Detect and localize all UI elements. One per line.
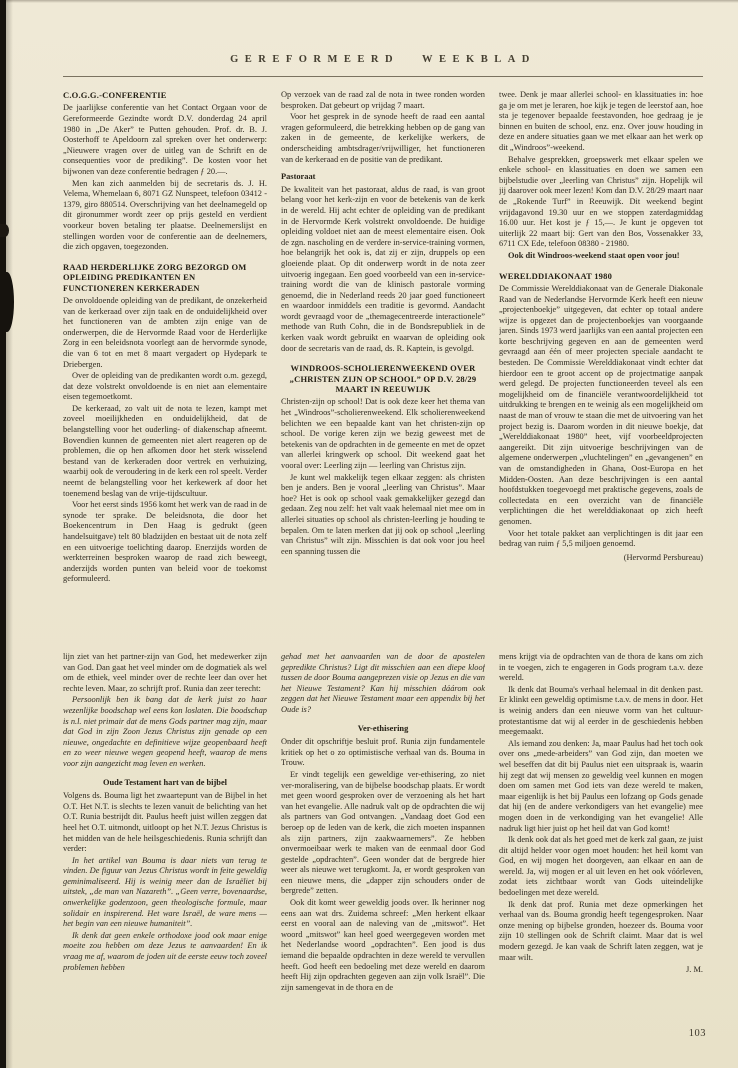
section-subheading: Pastoraat: [281, 172, 316, 182]
article-heading: WERELDDIAKONAAT 1980: [499, 270, 613, 281]
masthead-rule: [63, 76, 703, 77]
top-column-2: [281, 90, 485, 642]
top-section: [63, 90, 703, 642]
paragraph: Christen-zijn op school! Dat is ook deze keer het thema van het „Windroos”-scholierenweekend. Elk scholierenweekend belichten we een bepaalde kant van het christen-zijn op school. De vorige keren zijn we bezig geweest met de betekenis van de opdrachten in de gemeente en met de opzet van allerlei kringwerk op school. Dit weekend gaat het vooral over: Leerling zijn — leerling van Christus zijn.: [281, 397, 485, 471]
paragraph: De jaarlijkse conferentie van het Contact Orgaan voor de Gereformeerde Gezindte wordt D.V. donderdag 24 april 1980 in „De Aker” te Putten gehouden. Prof. dr. B. J. Oosterhoff te Apeldoorn zal spreken over het onderwerp: „Nieuwere vragen over de uitleg van de Schrift en de consequenties voor de prediking”. De kosten voor het bijwonen van deze conferentie bedragen ƒ 20.—.: [63, 103, 267, 176]
paragraph: Ook dit komt weer geweldig joods over. Ik herinner nog eens aan wat drs. Zuidema schreef: „Men herkent elkaar eerst en vooral aan de naleving van de „mitswot”. Het woord „mitswot” kan heel goed weergegeven worden met het Nederlandse woord „opdrachten”. Een jood is dus iemand die bepaalde opdrachten in deze wereld te vervullen heeft. God heeft een bedoeling met deze wereld en daarom heeft Hij zijn opdrachten gegeven aan zijn volk Israël”. Die zijn samengevat in de thora en de: [281, 898, 485, 992]
paragraph: Ik denk dat geen enkele orthodoxe jood ook maar enige moeite zou hebben om deze Jezus te aanvaarden! En ik vraag me af, waarom de joden uit de eerste eeuw toch zoveel problemen hebben: [63, 930, 267, 972]
paragraph: Je kunt wel makkelijk tegen elkaar zeggen: als christen ben je anders. Ben je vooral „leerling van Christus”. Maar hoe? Het is ook op school vaak gemakkelijker gezegd dan gedaan. Zeg nou zelf: het valt vaak helemaal niet mee om in allerlei situaties op school als christen-leerling je houding te bepalen. Om te laten merken dat jij ook op school „leerling van Christus” wilt zijn. Misschien is dat ook voor jou heel een spanning tussen die: [281, 472, 485, 556]
paragraph: Behalve gesprekken, groepswerk met elkaar spelen we enkele school- en klassituaties en doen we samen een bijbelstudie over „leerling van Christus” zijn. Hopelijk wil jij daarover ook meer lezen! Kom dan D.V. 28/29 maart naar de „Rokende Turf” in Reeuwijk. Dit weekend begint vrijdagavond 19.30 uur en we stoppen zaterdagmiddag 16.00 uur. Het kost je ƒ 15,—. Je kunt je opgeven tot uiterlijk 22 maart bij: Gert van den Bos, Vossenakker 33, 6711 CX Ede, telefoon 08380 - 21980.: [499, 154, 703, 249]
bottom-column-2: [281, 652, 485, 1020]
paragraph: gehad met het aanvaarden van de door de apostelen gepredikte Christus? Ligt dit misschien aan een diepe kloof tussen de door Bouma aangeprezen visie op Jezus en die van het Nieuwe Testament? Kan hij misschien dáárom ook zeggen dat het Nieuwe Testament maar een appendix bij het Oude is?: [281, 652, 485, 714]
paragraph: mens krijgt via de opdrachten van de thora de kans om zich in te voegen, zich te engageren in Gods program t.a.v. deze wereld.: [499, 652, 703, 683]
paragraph: Voor het gesprek in de synode heeft de raad een aantal vragen geformuleerd, die betrekking hebben op de gang van zaken in de gemeente, de kerkelijke werkers, de onderscheiding ambtsdrager/vrijwilliger, het functioneren van de kerkeraad en de positie van de predikant.: [281, 112, 485, 164]
paragraph: Persoonlijk ben ik bang dat de kerk juist zo haar wezenlijke boodschap wel eens kon loslaten. Die boodschap is n.l. niet primair dat de mens Gods partner mag zijn, maar dat God in zijn Zoon Jezus Christus zijn genade op een nieuwe, ongedachte en definitieve wijze geopenbaard heeft en zo weer nieuwe wegen geopend heeft, waarop de mens voor zijn aangezicht mag leven en werken.: [63, 695, 267, 768]
paragraph: Ik denk ook dat als het goed met de kerk zal gaan, ze juist dit altijd helder voor ogen moet houden: het heil komt van God, en wij mogen het doorgeven, aan elkaar en aan de wereld. Ja, wij mogen er al uit leven en het ook vóórleven, zodat iets zichtbaar wordt van Gods uiteindelijke bedoelingen met deze wereld.: [499, 835, 703, 898]
bottom-section: [63, 652, 703, 1020]
scan-smudge-large: [0, 272, 14, 332]
page-number: 103: [688, 1028, 706, 1039]
article-heading: RAAD HERDERLIJKE ZORG BEZORGD OM OPLEIDING PREDIKANTEN EN FUNCTIONEREN KERKERADEN: [63, 261, 247, 293]
paragraph: De kerkeraad, zo valt uit de nota te lezen, kampt met zoveel moeilijkheden en onduidelijkheid, dat de belangstelling voor het ouderling- of diakenschap afneemt. Bovendien kunnen de gemeenten niet alert reageren op de problemen, die op hen afkomen door het sterk wisselend bestand van de kerkeraden door vertrek en verhuizing, waarbij ook de veroudering in de kerk een rol speelt. Verder neemt de belangstelling voor het kerkewerk af door het toenemend beslag van de vrije-tijdscultuur.: [63, 403, 267, 498]
bottom-column-1: [63, 652, 267, 1020]
bottom-column-3: [499, 652, 703, 1020]
top-column-1: [63, 90, 267, 642]
paragraph: Als iemand zou denken: Ja, maar Paulus had het toch ook over ons „mede-arbeiders” van God zijn, dan moeten we wel beseffen dat dit bij Paulus niet een uitspraak is, waarin hij zegt dat wij mensen zo geweldig veel kunnen en mogen doen om samen met God iets van deze wereld te maken, maar eigenlijk is het bij Paulus een lofzang op Gods genade dat hij (en de andere verkondigers van het evangelie) mee mogen doen in de verkondiging van het evangelie! Alle nadruk ligt hier juist op het heil dat van God komt!: [499, 738, 703, 833]
paragraph: De Commissie Werelddiakonaat van de Generale Diakonale Raad van de Nederlandse Hervormde Kerk heeft een nieuw „projectenboekje” uitgegeven, dat echter op totaal andere wijze is opgezet dan de projectenboekjes van voorgaande jaren. Sinds 1973 werd jaarlijks van een aantal projecten een korte beschrijving gegeven en aan de gemeenten werd gevraagd aan één of meer projecten speciale aandacht te besteden. De Commissie Werelddiakonaat vindt echter dat hierdoor een te groot accent op de projectmatige aanpak werd gelegd. De projecten functioneerden teveel als een mogelijkheid om de financiële verantwoordelijkheid tot uitdrukking te brengen en te weinig als een mogelijkheid om naast de man of vrouw te staan die met de uitvoering van het project bezig is. Daarom worden in dit nieuwe boekje, dat „Werelddiakonaat 1980” heet, vijf voorbeeldprojecten aangereikt. Dit zijn uitvoerige beschrijvingen van de algemene onderwerpen „vluchtelingen” en „gevangenen” en van de omstandigheden in Ghana, Oost-Europa en het Midden-Oosten. Aan deze beschrijvingen is een aantal hoofdstukken toegevoegd met praktische gegevens, zoals de collectedata en een overzicht van de financiële verplichtingen die het werelddiakonaat op zich heeft genomen.: [499, 283, 703, 526]
top-column-3: [499, 90, 703, 642]
paragraph: De onvoldoende opleiding van de predikant, de onzekerheid van de kerkeraad over zijn taak en de onduidelijkheid over het functioneren van de ambten zijn enige van de onderwerpen, die de Hervormde Raad voor de Herderlijke Zorg in een beleidsnota voorlegt aan de hervormde synode, die van 6 tot en met 8 maart vergadert op Hydepark te Driebergen.: [63, 295, 267, 369]
paragraph: Op verzoek van de raad zal de nota in twee ronden worden besproken. Dat gebeurt op vrijdag 7 maart.: [281, 90, 485, 110]
masthead-title: GEREFORMEERD WEEKBLAD: [230, 54, 536, 65]
article-heading: C.O.G.G.-CONFERENTIE: [63, 90, 167, 100]
paragraph: Voor het eerst sinds 1956 komt het werk van de raad in de synode ter sprake. De beleidsnota, die door het Boekencentrum in Den Haag is gedrukt (geen handelsuitgave) telt 80 bladzijden en bestaat uit de nota zelf en een uitvoerige toelichting daarop. Enerzijds worden de werkterreinen besproken waarop de raad zich beweegt, anderzijds worden punten van beleid voor de toekomst geformuleerd.: [63, 500, 267, 584]
scan-left-shadow: [6, 0, 13, 1068]
paragraph: Ook dit Windroos-weekend staat open voor jou!: [508, 250, 680, 260]
article-heading: WINDROOS-SCHOLIERENWEEKEND OVER „CHRISTEN ZIJN OP SCHOOL” OP D.V. 28/29 MAART IN REEUWIJK: [289, 363, 477, 395]
paragraph: Volgens ds. Bouma ligt het zwaartepunt van de Bijbel in het O.T. Het N.T. is slechts te lezen vanuit de belichting van het O.T. Runia bestrijdt dit. Paulus heeft juist willen zeggen dat heel het O.T. uitmondt, uitloopt op het N.T. Jezus Christus is het midden van de hele heilsgeschiedenis. Runia schrijft dan verder:: [63, 791, 267, 854]
paragraph: Er vindt tegelijk een geweldige ver-ethisering, zo niet ver-moralisering, van de bijbelse boodschap plaats. Er wordt met geen woord gesproken over de verzoening als het hart van het evangelie. Alle nadruk valt op de opdrachten die wij als partners van God ontvangen. „Vandaag doet God een beroep op de leden van de kerk, die zich moeten inspannen als zijn partners, zijn zaakwaarnemers”. Ze hebben onvermoeibaar werk te maken van de eenmaal door God gestelde „opdrachten”. Geen wonder dat de bergrede hier weer als nieuwe wet terugkomt. Ja, er wordt gesproken van een nieuwe mens, die „dapper zijn schouders onder de bergrede” zetten.: [281, 769, 485, 896]
paragraph: Onder dit opschriftje besluit prof. Runia zijn fundamentele kritiek op het o zo optimistische verhaal van ds. Bouma in Trouw.: [281, 737, 485, 768]
paragraph: twee. Denk je maar allerlei school- en klassituaties in: hoe ga je om met je leraren, hoe kijk je tegen de leerstof aan, hoe sta je tegenover bepaalde feestavonden, hoe gedraag je je binnen en buiten de school, enz. enz. Over jouw houding in deze en andere situaties gaan we met elkaar aan het werk op dit „Windroos”-weekend.: [499, 90, 703, 152]
paragraph: Ik denk dat Bouma's verhaal helemaal in dit denken past. Er klinkt een geweldig optimisme t.a.v. de mens in door. Het is weinig anders dan een nieuwe vorm van het cultuur-protestantisme dat wij al eerder in de geschiedenis hebben meegemaakt.: [499, 684, 703, 737]
section-subheading: Oude Testament hart van de bijbel: [102, 777, 227, 787]
section-subheading: Ver-ethisering: [357, 723, 409, 733]
paragraph: lijn ziet van het partner-zijn van God, het medewerker zijn van God. Dan gaat het veel minder om de dogmatiek als wel om de ethiek, veel minder over de rechte leer dan over het rechte leven. Maar, zo schrijft prof. Runia dan zeer terecht:: [63, 652, 267, 693]
paragraph: Ik denk dat prof. Runia met deze opmerkingen het verhaal van ds. Bouma grondig heeft tegengesproken. Naar onze mening op bijbelse gronden, hoezeer ds. Bouma voor zijn 10 stellingen ook de Schrift claimt. Maar dat is wel modern gezegd. Je kan vaak de Schrift laten zeggen, wat je maar wilt.: [499, 899, 703, 962]
paragraph: Voor het totale pakket aan verplichtingen is dit jaar een bedrag van ruim ƒ 5,5 miljoen genoemd.: [499, 528, 703, 549]
paragraph: De kwaliteit van het pastoraat, aldus de raad, is van groot belang voor het kerk-zijn en voor de betekenis van de kerk in de wereld. Hij acht echter de opleiding van de predikant in de Hervormde Kerk volstrekt onvoldoende. De huidige opleiding voldoet niet aan de meest elementaire eisen. Ook de zgn. nascholing en de verdere in-service-training vormen, hoe belangrijk het ook is, dat zij er zijn, druppels op een gloeiende plaat. Op dit onderwerp wordt in de nota zeer uitvoerig ingegaan. Een goed voorbeeld van een in-service-training wordt die van de klinisch pastorale vorming genoemd, die in Nederland reeds 20 jaar goed functioneert en waardoor inmiddels een traditie is gevormd. Aandacht wordt gevraagd voor de „themagecentreerde interactionele” methode van Ruth Cohn, die in de Bondsrepubliek in de kerken vaak wordt gebruikt en waarvan de opleiding ook door de secretaris van de raad, ds. R. Kaptein, is gevolgd.: [281, 184, 485, 353]
paragraph: In het artikel van Bouma is daar niets van terug te vinden. De figuur van Jezus Christus wordt in feite geweldig geminimaliseerd. Hij is weinig meer dan de Israëliet bij uitstek, „de man van Nazareth”. „Geen verre, bovenaardse, onwerkelijke godenzoon, geen theologische formule, maar solidair en inspirerend. Het ware Israël, de ware mens — het begin van een nieuwe humaniteit”.: [63, 855, 267, 929]
author-initials: J. M.: [686, 965, 703, 975]
scan-top-shadow: [0, 0, 738, 3]
paragraph: Men kan zich aanmelden bij de secretaris ds. J. H. Velema, Whemelaan 6, 8071 GZ Nunspeet, telefoon 03412 - 1379, giro 880514. Overschrijving van het deelnamegeld op dit gironummer wordt zeer op prijs gesteld en verdient voorkeur boven betaling ter plaatse. Deelnemerslijst en stellingen worden voor de conferentie aan de deelnemers, die zich opgaven, toegezonden.: [63, 178, 267, 252]
byline: (Hervormd Persbureau): [623, 552, 703, 562]
scan-smudge-small: [0, 224, 9, 237]
paragraph: Over de opleiding van de predikanten wordt o.m. gezegd, dat deze volstrekt onvoldoende is en niet aan elementaire eisen tegemoetkomt.: [63, 371, 267, 402]
